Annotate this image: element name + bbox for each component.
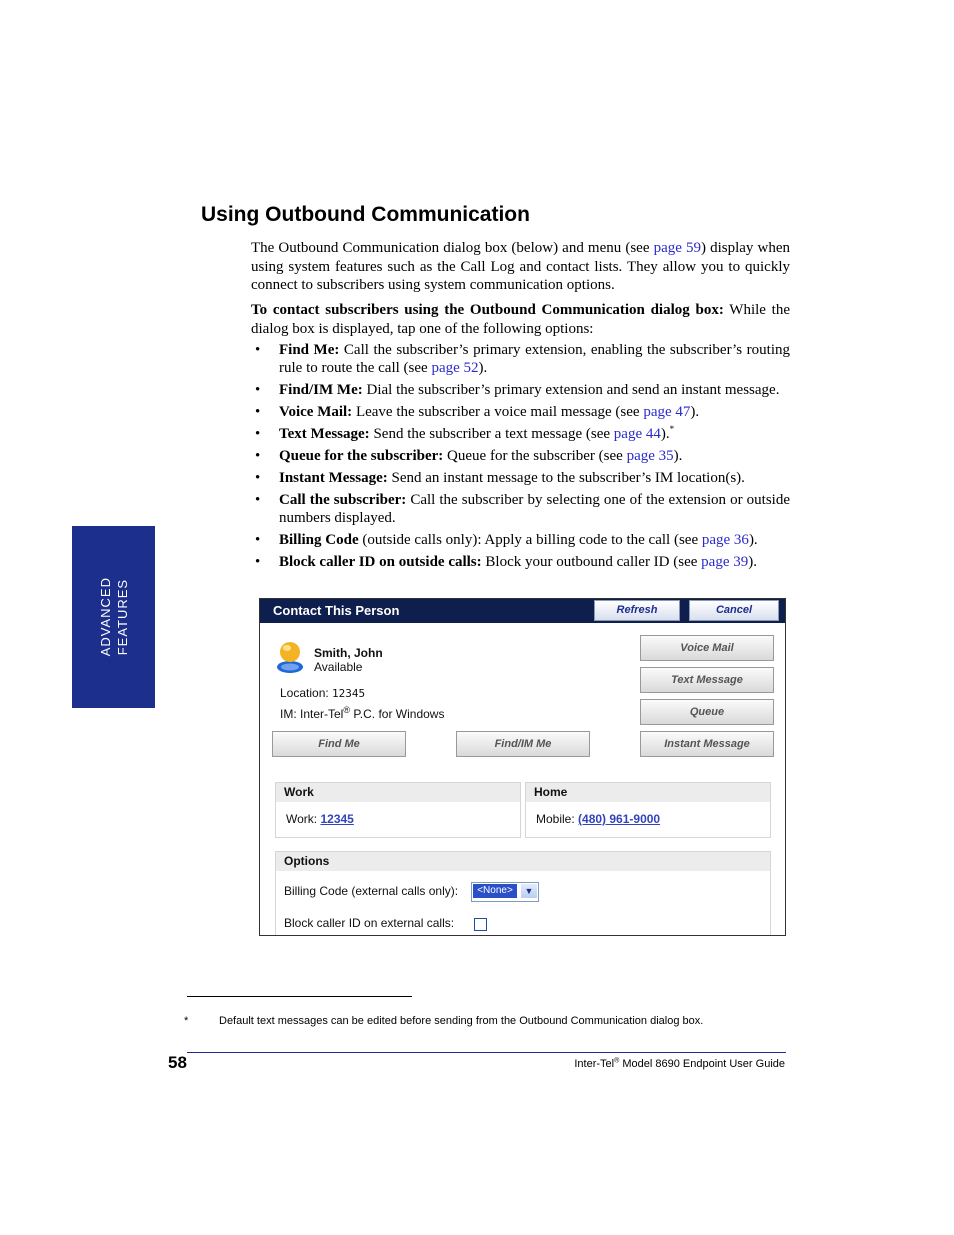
- footnote-mark: *: [184, 1015, 189, 1027]
- instruction-lead: To contact subscribers using the Outbound Communication dialog box:: [251, 302, 724, 318]
- option-text: Send the subscriber a text message (see: [369, 426, 614, 442]
- block-caller-id-checkbox[interactable]: [474, 918, 487, 931]
- list-item: [251, 531, 790, 549]
- instant-message-button[interactable]: Instant Message: [640, 731, 774, 757]
- options-panel-header: Options: [276, 852, 770, 871]
- home-panel: [525, 782, 771, 838]
- option-term: Text Message:: [279, 426, 370, 442]
- option-term: Find Me:: [279, 342, 340, 358]
- im-line: [280, 707, 444, 721]
- option-link[interactable]: page 44: [613, 426, 661, 442]
- bullet: •: [255, 382, 261, 398]
- bullet: •: [255, 404, 261, 420]
- mobile-label: Mobile:: [536, 812, 575, 826]
- option-text: Send an instant message to the subscriber’s IM location(s).: [387, 470, 745, 486]
- option-link[interactable]: page 47: [643, 404, 691, 420]
- billing-code-value: <None>: [473, 884, 517, 898]
- user-icon: [276, 640, 304, 674]
- mobile-number-link[interactable]: (480) 961-9000: [578, 812, 661, 826]
- chevron-down-icon[interactable]: ▼: [521, 884, 537, 898]
- billing-code-select[interactable]: [471, 882, 539, 902]
- option-term: Billing Code: [279, 532, 359, 548]
- footnote-text: Default text messages can be edited before sending from the Outbound Communication dialog box.: [219, 1015, 704, 1027]
- option-term: Instant Message:: [279, 470, 388, 486]
- bullet: •: [255, 492, 261, 508]
- option-term: Voice Mail:: [279, 404, 353, 420]
- find-im-me-button[interactable]: Find/IM Me: [456, 731, 590, 757]
- bullet: •: [255, 342, 261, 358]
- option-after: ).: [673, 448, 683, 464]
- location-line: [280, 686, 365, 700]
- bullet: •: [255, 532, 261, 548]
- side-tab-line2: FEATURES: [114, 578, 130, 656]
- option-after: ).: [748, 554, 757, 570]
- option-after: ).: [690, 404, 700, 420]
- instruction-text: While the dialog box is displayed, tap one of the following options:: [251, 302, 790, 337]
- work-number-link[interactable]: 12345: [320, 812, 354, 826]
- footnote-rule: [187, 996, 412, 997]
- footer-registered-mark: ®: [614, 1057, 620, 1065]
- work-label: Work:: [286, 812, 318, 826]
- list-item: [251, 403, 790, 421]
- footer-brand: Inter-Tel: [574, 1058, 615, 1070]
- option-after: ).: [660, 426, 670, 442]
- list-item: [251, 341, 790, 377]
- home-panel-header: Home: [526, 783, 770, 802]
- option-text: Call the subscriber’s primary extension, enabling the subscriber’s routing rule to route the call (see: [279, 342, 790, 376]
- find-me-button[interactable]: Find Me: [272, 731, 406, 757]
- option-link[interactable]: page 52: [431, 360, 479, 376]
- option-term: Find/IM Me:: [279, 382, 363, 398]
- dialog-header: [260, 599, 785, 623]
- bullet: •: [255, 426, 261, 442]
- footer-guide-title: Model 8690 Endpoint User Guide: [619, 1058, 785, 1070]
- list-item: [251, 381, 790, 399]
- list-item: [251, 447, 790, 465]
- running-footer: [574, 1058, 785, 1070]
- option-after: ).: [478, 360, 488, 376]
- list-item: [251, 553, 790, 571]
- contact-dialog: [259, 598, 786, 936]
- option-term: Block caller ID on outside calls:: [279, 554, 482, 570]
- contact-name: Smith, John: [314, 646, 383, 660]
- footnote-marker: *: [669, 424, 675, 434]
- option-term: Queue for the subscriber:: [279, 448, 444, 464]
- location-value: 12345: [332, 687, 366, 700]
- option-link[interactable]: page 36: [701, 532, 749, 548]
- billing-code-label: Billing Code (external calls only):: [284, 884, 459, 898]
- text-message-button[interactable]: Text Message: [640, 667, 774, 693]
- side-tab-line1: ADVANCED: [97, 577, 113, 657]
- work-panel: [275, 782, 521, 838]
- list-item: [251, 469, 790, 487]
- option-link[interactable]: page 35: [626, 448, 674, 464]
- page-number: 58: [168, 1053, 187, 1072]
- work-panel-header: Work: [276, 783, 520, 802]
- home-panel-body: [526, 802, 770, 826]
- cancel-button[interactable]: Cancel: [689, 600, 779, 621]
- refresh-button[interactable]: Refresh: [594, 600, 680, 621]
- side-tab-label: [97, 577, 131, 656]
- instruction-paragraph: [251, 301, 790, 338]
- dialog-title: Contact This Person: [273, 603, 400, 618]
- section-title: Using Outbound Communication: [201, 203, 530, 226]
- contact-status: Available: [314, 660, 363, 674]
- intro-text-cont: ) display when using system features such as the Call Log and contact lists. They allow you to quickly connect to subscribers using system communication options.: [251, 240, 790, 293]
- option-text: Queue for the subscriber (see: [443, 448, 627, 464]
- option-text: Block your outbound caller ID (see: [481, 554, 702, 570]
- queue-button[interactable]: Queue: [640, 699, 774, 725]
- intro-link[interactable]: page 59: [653, 240, 701, 256]
- option-text: Call the subscriber by selecting one of the extension or outside numbers displayed.: [279, 492, 790, 526]
- footer-rule: [187, 1052, 786, 1053]
- im-client: P.C. for Windows: [350, 707, 445, 721]
- block-caller-id-label: Block caller ID on external calls:: [284, 916, 455, 930]
- intro-paragraph: [251, 239, 790, 295]
- options-list: [251, 341, 790, 575]
- option-term: Call the subscriber:: [279, 492, 407, 508]
- side-tab: [72, 526, 155, 708]
- registered-mark: ®: [343, 705, 350, 715]
- option-text: Dial the subscriber’s primary extension and send an instant message.: [362, 382, 780, 398]
- option-link[interactable]: page 39: [701, 554, 749, 570]
- bullet: •: [255, 470, 261, 486]
- location-label: Location:: [280, 686, 329, 700]
- voice-mail-button[interactable]: Voice Mail: [640, 635, 774, 661]
- bullet: •: [255, 554, 261, 570]
- im-label: IM: Inter-Tel: [280, 707, 344, 721]
- list-item: [251, 491, 790, 527]
- bullet: •: [255, 448, 261, 464]
- intro-text: The Outbound Communication dialog box (below) and menu (see: [251, 240, 654, 256]
- list-item: [251, 425, 790, 443]
- work-panel-body: [276, 802, 520, 826]
- option-text: (outside calls only): Apply a billing code to the call (see: [358, 532, 702, 548]
- option-text: Leave the subscriber a voice mail message (see: [352, 404, 644, 420]
- option-after: ).: [748, 532, 758, 548]
